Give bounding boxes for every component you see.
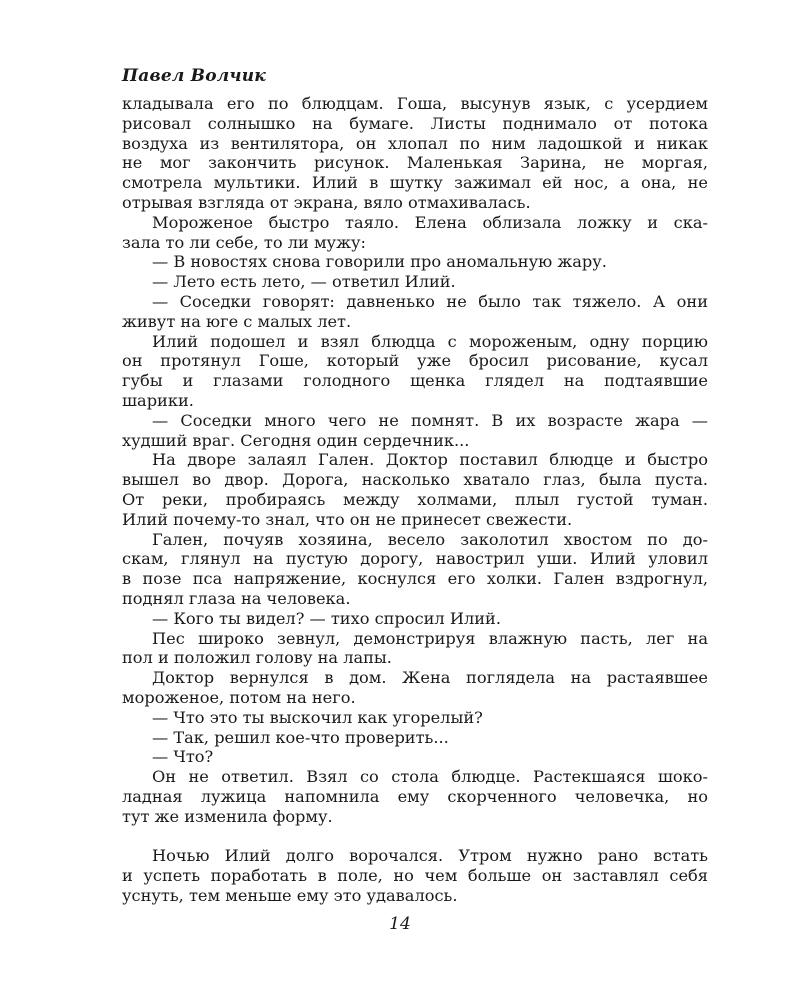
running-head-author: Павел Волчик (122, 66, 266, 86)
text-line: Доктор вернулся в дом. Жена поглядела на растаявшее (152, 668, 708, 688)
paragraph (122, 530, 708, 609)
text-line: На дворе залаял Гален. Доктор поставил блюдце и быстро (152, 450, 708, 470)
text-line: — Так, решил кое-что проверить... (152, 727, 449, 747)
body-text (122, 94, 708, 906)
text-line: — Соседки много чего не помнят. В их возрасте жара — (152, 410, 708, 430)
text-line: вышел во двор. Дорога, насколько хватало глаз, была пуста. (122, 470, 708, 490)
paragraph (122, 609, 708, 629)
text-line: и успеть поработать в поле, но чем больше он заставлял себя (122, 866, 708, 886)
text-line: смотрела мультики. Илий в шутку зажимал ей нос, а она, не (122, 173, 708, 193)
section-break (122, 826, 708, 846)
text-line: Он не ответил. Взял со стола блюдце. Растекшаяся шоко- (152, 767, 708, 787)
paragraph (122, 668, 708, 708)
text-line: кладывала его по блюдцам. Гоша, высунув язык, с усердием (122, 94, 708, 113)
text-line: он протянул Гоше, который уже бросил рисование, кусал (122, 351, 708, 371)
paragraph (122, 846, 708, 905)
text-line: живут на юге с малых лет. (122, 311, 352, 331)
text-line: мороженое, потом на него. (122, 687, 356, 707)
text-line: ладная лужица напомнила ему скорченного человечка, но (122, 786, 708, 806)
paragraph (122, 767, 708, 826)
text-line: воздуха из вентилятора, он хлопал по ним ладошкой и никак (122, 133, 708, 153)
paragraph (122, 708, 708, 728)
paragraph (122, 213, 708, 253)
text-line: рисовал солнышко на бумаге. Листы поднимало от потока (122, 113, 708, 133)
paragraph (122, 292, 708, 332)
paragraph (122, 629, 708, 669)
text-line: скам, глянул на пустую дорогу, навострил уши. Илий уловил (122, 549, 708, 569)
text-line: худший враг. Сегодня один сердечник... (122, 430, 470, 450)
paragraph (122, 450, 708, 529)
text-line: уснуть, тем меньше ему это удавалось. (122, 886, 458, 906)
text-line: Мороженое быстро таяло. Елена облизала ложку и ска- (152, 212, 708, 232)
text-line: губы и глазами голодного щенка глядел на подтаявшие (122, 371, 708, 391)
text-line: Пес широко зевнул, демонстрируя влажную пасть, лег на (152, 628, 708, 648)
text-line: — Кого ты видел? — тихо спросил Илий. (152, 608, 501, 628)
paragraph (122, 728, 708, 748)
paragraph (122, 94, 708, 213)
text-line: — Что это ты выскочил как угорелый? (152, 707, 483, 727)
text-line: Илий подошел и взял блюдца с мороженым, одну порцию (152, 331, 708, 351)
text-line: Илий почему-то знал, что он не принесет свежести. (122, 509, 573, 529)
paragraph (122, 272, 708, 292)
text-line: поднял глаза на человека. (122, 588, 351, 608)
book-page (122, 64, 708, 906)
text-line: пол и положил голову на лапы. (122, 648, 392, 668)
text-line: — Соседки говорят: давненько не было так тяжело. А они (152, 291, 708, 311)
text-line: зала то ли себе, то ли мужу: (122, 232, 366, 252)
paragraph (122, 747, 708, 767)
text-line: тут же изменила форму. (122, 806, 333, 826)
page-number: 14 (389, 914, 411, 934)
paragraph (122, 252, 708, 272)
text-line: Гален, почуяв хозяина, весело заколотил хвостом по до- (152, 529, 708, 549)
text-line: Ночью Илий долго ворочался. Утром нужно рано встать (152, 846, 708, 866)
text-line: отрывая взгляда от экрана, вяло отмахивалась. (122, 192, 531, 212)
text-line: — Что? (152, 747, 214, 767)
text-line: в позе пса напряжение, коснулся его холки. Гален вздрогнул, (122, 569, 708, 589)
text-line: От реки, пробираясь между холмами, плыл густой туман. (122, 489, 708, 509)
text-line: не мог закончить рисунок. Маленькая Зарина, не моргая, (122, 153, 708, 173)
text-line: — В новостях снова говорили про аномальную жару. (152, 252, 607, 272)
text-line: шарики. (122, 390, 194, 410)
paragraph (122, 332, 708, 411)
paragraph (122, 411, 708, 451)
text-line: — Лето есть лето, — ответил Илий. (152, 272, 456, 292)
